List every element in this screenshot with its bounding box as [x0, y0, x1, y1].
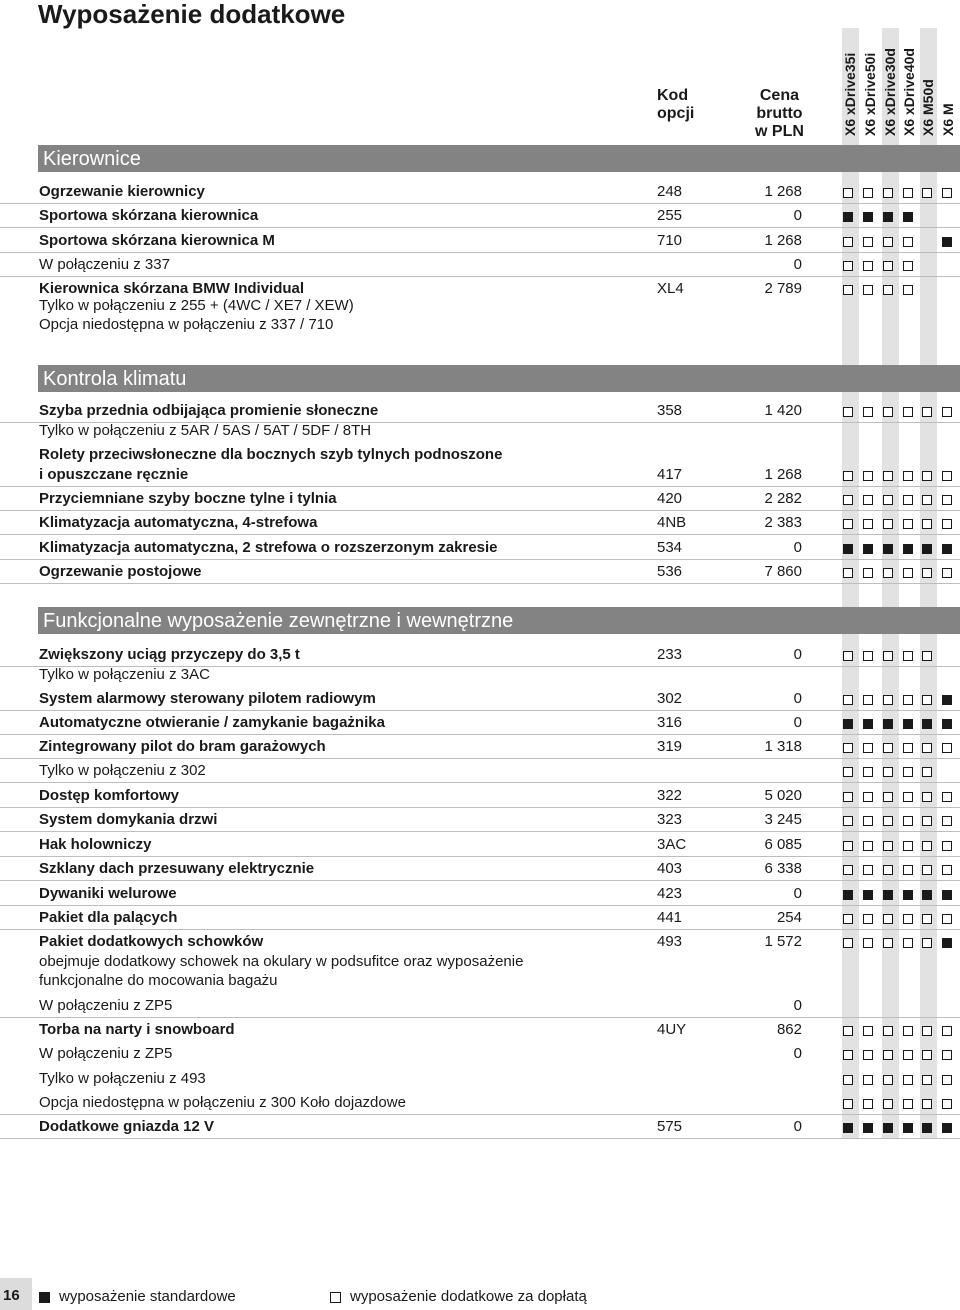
page-title: Wyposażenie dodatkowe [38, 0, 346, 29]
optional-equipment-icon [903, 1026, 913, 1036]
optional-equipment-icon [863, 914, 873, 924]
optional-equipment-icon [883, 237, 893, 247]
standard-equipment-icon [863, 890, 873, 900]
option-code: 319 [657, 738, 683, 755]
table-row [0, 758, 960, 783]
option-label: Tylko w połączeniu z 493 [39, 1070, 206, 1087]
optional-equipment-icon [863, 1050, 873, 1060]
option-label: Sportowa skórzana kierownica M [39, 232, 275, 249]
optional-equipment-icon [863, 471, 873, 481]
optional-equipment-icon [883, 471, 893, 481]
optional-equipment-icon [903, 1099, 913, 1109]
optional-equipment-icon [883, 816, 893, 826]
optional-equipment-icon [922, 792, 932, 802]
table-row [0, 1114, 960, 1139]
optional-equipment-icon [922, 938, 932, 948]
option-price: 1 420 [764, 402, 802, 419]
option-note: obejmuje dodatkowy schowek na okulary w podsufitce oraz wyposażenie [39, 953, 524, 970]
table-row [0, 686, 960, 711]
option-code: 302 [657, 690, 683, 707]
option-note: Tylko w połączeniu z 255 + (4WC / XE7 / XEW) [39, 297, 354, 314]
section-header [38, 365, 960, 392]
optional-equipment-icon [942, 1050, 952, 1060]
section-title: Kontrola klimatu [43, 368, 187, 390]
option-price: 2 383 [764, 514, 802, 531]
option-price: 0 [793, 997, 802, 1014]
standard-equipment-icon [903, 212, 913, 222]
standard-equipment-icon [883, 890, 893, 900]
option-label: Zintegrowany pilot do bram garażowych [39, 738, 326, 755]
optional-equipment-icon [922, 651, 932, 661]
option-label: Zwiększony uciąg przyczepy do 3,5 t [39, 646, 300, 663]
standard-equipment-icon [942, 237, 952, 247]
optional-equipment-icon [843, 519, 853, 529]
optional-equipment-icon [863, 568, 873, 578]
option-code: 493 [657, 933, 683, 950]
option-label: System domykania drzwi [39, 811, 218, 828]
option-price: 7 860 [764, 563, 802, 580]
optional-equipment-icon [922, 471, 932, 481]
optional-equipment-icon [843, 237, 853, 247]
optional-equipment-icon [863, 1099, 873, 1109]
optional-equipment-icon [843, 651, 853, 661]
optional-equipment-icon [843, 767, 853, 777]
table-row [0, 783, 960, 808]
option-code: 233 [657, 646, 683, 663]
standard-equipment-icon [903, 1123, 913, 1133]
option-price: 0 [793, 1045, 802, 1062]
optional-equipment-icon [903, 407, 913, 417]
optional-equipment-icon [863, 188, 873, 198]
section-header [38, 145, 960, 172]
standard-equipment-icon [843, 890, 853, 900]
option-label: Przyciemniane szyby boczne tylne i tylnia [39, 490, 337, 507]
optional-equipment-icon [863, 1075, 873, 1085]
optional-equipment-icon [863, 938, 873, 948]
optional-equipment-icon [883, 407, 893, 417]
option-label-line: Rolety przeciwsłoneczne dla bocznych szyb tylnych podnoszone [39, 446, 503, 463]
option-code: 3AC [657, 836, 687, 853]
standard-equipment-icon [922, 890, 932, 900]
optional-equipment-icon [843, 1099, 853, 1109]
option-label: Hak holowniczy [39, 836, 152, 853]
option-label: Sportowa skórzana kierownica [39, 207, 259, 224]
option-code: 423 [657, 885, 683, 902]
option-price: 1 572 [764, 933, 802, 950]
optional-equipment-icon [863, 743, 873, 753]
option-price: 862 [776, 1021, 802, 1038]
optional-equipment-icon [863, 407, 873, 417]
table-row [0, 559, 960, 584]
standard-equipment-icon [883, 544, 893, 554]
optional-equipment-icon [883, 743, 893, 753]
option-label: W połączeniu z ZP5 [39, 1045, 173, 1062]
standard-equipment-icon [903, 890, 913, 900]
option-note: Opcja niedostępna w połączeniu z 337 / 710 [39, 316, 334, 333]
option-price: 0 [793, 646, 802, 663]
optional-equipment-icon [903, 1075, 913, 1085]
optional-equipment-icon [922, 767, 932, 777]
option-price: 0 [793, 1118, 802, 1135]
standard-equipment-icon [922, 544, 932, 554]
option-price: 0 [793, 256, 802, 273]
optional-equipment-icon [903, 841, 913, 851]
standard-equipment-icon [903, 719, 913, 729]
option-price: 6 085 [764, 836, 802, 853]
legend-standard: wyposażenie standardowe [59, 1288, 236, 1305]
optional-equipment-icon [883, 938, 893, 948]
option-note: Tylko w połączeniu z 3AC [39, 666, 210, 683]
option-code: 417 [657, 466, 683, 483]
optional-equipment-icon [863, 865, 873, 875]
standard-equipment-icon [942, 719, 952, 729]
optional-equipment-icon [883, 651, 893, 661]
optional-equipment-icon [883, 1075, 893, 1085]
optional-equipment-icon [863, 237, 873, 247]
optional-equipment-icon [942, 1026, 952, 1036]
model-header-x6-m: X6 M [940, 103, 956, 136]
option-code: 420 [657, 490, 683, 507]
option-code: 322 [657, 787, 683, 804]
standard-equipment-icon [863, 719, 873, 729]
optional-equipment-icon [883, 1099, 893, 1109]
option-label: Dodatkowe gniazda 12 V [39, 1118, 215, 1135]
option-price: 2 789 [764, 280, 802, 297]
optional-equipment-icon [922, 519, 932, 529]
option-label: Szyba przednia odbijająca promienie słoneczne [39, 402, 379, 419]
standard-equipment-icon [922, 719, 932, 729]
option-code: 316 [657, 714, 683, 731]
standard-equipment-icon [942, 890, 952, 900]
option-label: i opuszczane ręcznie [39, 466, 189, 483]
option-label: Ogrzewanie kierownicy [39, 183, 205, 200]
optional-equipment-icon [942, 568, 952, 578]
model-header-x6-xdrive30d: X6 xDrive30d [882, 48, 898, 136]
optional-equipment-icon [883, 519, 893, 529]
optional-equipment-icon [922, 743, 932, 753]
table-row [0, 203, 960, 228]
optional-equipment-icon [883, 865, 893, 875]
optional-equipment-icon [843, 1075, 853, 1085]
option-code: 248 [657, 183, 683, 200]
table-row [0, 535, 960, 560]
option-price: 0 [793, 714, 802, 731]
optional-equipment-icon [903, 285, 913, 295]
optional-equipment-icon [922, 914, 932, 924]
standard-equipment-icon [863, 1123, 873, 1133]
optional-equipment-icon [863, 261, 873, 271]
option-price: 6 338 [764, 860, 802, 877]
table-row [0, 252, 960, 277]
optional-equipment-icon [922, 1075, 932, 1085]
optional-equipment-icon [863, 285, 873, 295]
optional-equipment-icon [843, 261, 853, 271]
option-price: 0 [793, 690, 802, 707]
optional-equipment-icon [863, 519, 873, 529]
section-title: Kierownice [43, 148, 141, 170]
standard-equipment-icon [942, 1123, 952, 1133]
optional-equipment-icon [942, 471, 952, 481]
option-price: 1 268 [764, 183, 802, 200]
option-price: 1 268 [764, 466, 802, 483]
optional-equipment-icon [843, 1050, 853, 1060]
optional-equipment-icon [883, 841, 893, 851]
option-note: funkcjonalne do mocowania bagażu [39, 972, 278, 989]
option-label: Torba na narty i snowboard [39, 1021, 235, 1038]
table-row [0, 710, 960, 735]
optional-equipment-icon [922, 1099, 932, 1109]
option-price: 2 282 [764, 490, 802, 507]
option-code: 710 [657, 232, 683, 249]
option-price: 254 [776, 909, 802, 926]
option-price: 0 [793, 539, 802, 556]
table-row [0, 734, 960, 759]
option-code: 4NB [657, 514, 687, 531]
page-number-box [0, 1278, 32, 1310]
option-code: 536 [657, 563, 683, 580]
standard-equipment-icon [843, 212, 853, 222]
model-header-x6-xdrive35i: X6 xDrive35i [842, 52, 858, 136]
optional-equipment-icon [843, 568, 853, 578]
standard-equipment-icon [942, 938, 952, 948]
optional-equipment-icon [922, 695, 932, 705]
table-row [0, 642, 960, 667]
optional-equipment-icon [843, 285, 853, 295]
optional-equipment-icon [942, 816, 952, 826]
optional-equipment-icon [883, 568, 893, 578]
optional-equipment-icon [922, 407, 932, 417]
section-header [38, 607, 960, 634]
optional-equipment-icon [843, 495, 853, 505]
optional-equipment-icon [843, 816, 853, 826]
optional-equipment-icon [942, 841, 952, 851]
optional-equipment-icon [843, 471, 853, 481]
optional-equipment-icon [942, 495, 952, 505]
optional-equipment-icon [843, 865, 853, 875]
option-code: 575 [657, 1118, 683, 1135]
option-code: XL4 [657, 280, 684, 297]
optional-equipment-icon [922, 568, 932, 578]
table-row [0, 228, 960, 253]
optional-equipment-icon [863, 792, 873, 802]
option-label: Ogrzewanie postojowe [39, 563, 202, 580]
optional-equipment-icon [903, 767, 913, 777]
optional-equipment-icon [903, 471, 913, 481]
table-row [0, 462, 960, 487]
optional-equipment-icon [843, 914, 853, 924]
optional-equipment-icon [942, 743, 952, 753]
option-label: Opcja niedostępna w połączeniu z 300 Koło dojazdowe [39, 1094, 406, 1111]
option-price: 3 245 [764, 811, 802, 828]
table-row [0, 510, 960, 535]
optional-equipment-icon [883, 188, 893, 198]
optional-equipment-icon [903, 568, 913, 578]
standard-equipment-icon [942, 544, 952, 554]
option-price: 5 020 [764, 787, 802, 804]
optional-equipment-icon [330, 1292, 341, 1303]
option-note: Tylko w połączeniu z 5AR / 5AS / 5AT / 5DF / 8TH [39, 422, 372, 439]
optional-equipment-icon [922, 1050, 932, 1060]
optional-equipment-icon [903, 1050, 913, 1060]
standard-equipment-icon [883, 1123, 893, 1133]
optional-equipment-icon [863, 495, 873, 505]
optional-equipment-icon [883, 261, 893, 271]
standard-equipment-icon [883, 212, 893, 222]
optional-equipment-icon [942, 519, 952, 529]
optional-equipment-icon [883, 695, 893, 705]
optional-equipment-icon [883, 1026, 893, 1036]
optional-equipment-icon [922, 841, 932, 851]
option-label: Tylko w połączeniu z 302 [39, 762, 206, 779]
optional-equipment-icon [903, 816, 913, 826]
model-header-x6-xdrive50i: X6 xDrive50i [862, 52, 878, 136]
optional-equipment-icon [903, 519, 913, 529]
optional-equipment-icon [843, 743, 853, 753]
optional-equipment-icon [843, 792, 853, 802]
table-row [0, 929, 960, 953]
optional-equipment-icon [942, 1075, 952, 1085]
table-row [0, 832, 960, 857]
optional-equipment-icon [922, 495, 932, 505]
optional-equipment-icon [942, 188, 952, 198]
option-code: 534 [657, 539, 683, 556]
optional-equipment-icon [903, 651, 913, 661]
price-column-header: Cena brutto w PLN [755, 87, 804, 140]
optional-equipment-icon [843, 1026, 853, 1036]
option-label: Pakiet dodatkowych schowków [39, 933, 264, 950]
standard-equipment-icon [39, 1292, 50, 1303]
table-row [0, 993, 960, 1018]
table-row [0, 1066, 960, 1090]
option-label: Szklany dach przesuwany elektrycznie [39, 860, 315, 877]
section-title: Funkcjonalne wyposażenie zewnętrzne i wewnętrzne [43, 610, 514, 632]
optional-equipment-icon [863, 767, 873, 777]
optional-equipment-icon [863, 816, 873, 826]
optional-equipment-icon [942, 914, 952, 924]
table-row [0, 1090, 960, 1115]
option-price: 0 [793, 885, 802, 902]
page-number: 16 [3, 1287, 20, 1304]
table-row [0, 856, 960, 881]
optional-equipment-icon [942, 407, 952, 417]
standard-equipment-icon [843, 544, 853, 554]
optional-equipment-icon [942, 865, 952, 875]
optional-equipment-icon [883, 767, 893, 777]
standard-equipment-icon [883, 719, 893, 729]
optional-equipment-icon [903, 695, 913, 705]
optional-equipment-icon [843, 407, 853, 417]
optional-equipment-icon [942, 792, 952, 802]
option-label: Kierownica skórzana BMW Individual [39, 280, 305, 297]
option-label: System alarmowy sterowany pilotem radiowym [39, 690, 376, 707]
optional-equipment-icon [942, 1099, 952, 1109]
code-column-header: Kod opcji [657, 87, 695, 122]
option-label: Dostęp komfortowy [39, 787, 180, 804]
optional-equipment-icon [883, 495, 893, 505]
table-row [0, 179, 960, 204]
table-row [0, 1017, 960, 1041]
optional-equipment-icon [903, 938, 913, 948]
optional-equipment-icon [883, 914, 893, 924]
option-label: W połączeniu z ZP5 [39, 997, 173, 1014]
standard-equipment-icon [863, 544, 873, 554]
option-code: 403 [657, 860, 683, 877]
standard-equipment-icon [942, 695, 952, 705]
optional-equipment-icon [903, 865, 913, 875]
standard-equipment-icon [922, 1123, 932, 1133]
option-label: Pakiet dla palących [39, 909, 178, 926]
optional-equipment-icon [903, 792, 913, 802]
option-code: 255 [657, 207, 683, 224]
optional-equipment-icon [883, 1050, 893, 1060]
optional-equipment-icon [863, 1026, 873, 1036]
optional-equipment-icon [843, 841, 853, 851]
optional-equipment-icon [863, 695, 873, 705]
model-header-x6-m50d: X6 M50d [920, 79, 936, 136]
table-row [0, 486, 960, 511]
optional-equipment-icon [903, 743, 913, 753]
option-code: 4UY [657, 1021, 687, 1038]
optional-equipment-icon [883, 792, 893, 802]
optional-equipment-icon [863, 841, 873, 851]
table-row [0, 881, 960, 906]
optional-equipment-icon [843, 938, 853, 948]
optional-equipment-icon [903, 188, 913, 198]
optional-equipment-icon [863, 651, 873, 661]
optional-equipment-icon [922, 1026, 932, 1036]
optional-equipment-icon [903, 495, 913, 505]
option-label: W połączeniu z 337 [39, 256, 170, 273]
table-row [0, 905, 960, 930]
optional-equipment-icon [843, 695, 853, 705]
option-code: 358 [657, 402, 683, 419]
optional-equipment-icon [903, 914, 913, 924]
option-code: 323 [657, 811, 683, 828]
option-label: Klimatyzacja automatyczna, 2 strefowa o rozszerzonym zakresie [39, 539, 498, 556]
optional-equipment-icon [922, 816, 932, 826]
optional-equipment-icon [903, 261, 913, 271]
optional-equipment-icon [903, 237, 913, 247]
option-label: Dywaniki welurowe [39, 885, 177, 902]
option-label: Klimatyzacja automatyczna, 4-strefowa [39, 514, 318, 531]
table-row [0, 807, 960, 832]
option-price: 1 318 [764, 738, 802, 755]
option-price: 0 [793, 207, 802, 224]
optional-equipment-icon [922, 188, 932, 198]
model-header-x6-xdrive40d: X6 xDrive40d [901, 48, 917, 136]
option-code: 441 [657, 909, 683, 926]
standard-equipment-icon [903, 544, 913, 554]
optional-equipment-icon [843, 188, 853, 198]
standard-equipment-icon [863, 212, 873, 222]
optional-equipment-icon [883, 285, 893, 295]
standard-equipment-icon [843, 1123, 853, 1133]
option-price: 1 268 [764, 232, 802, 249]
standard-equipment-icon [843, 719, 853, 729]
table-row [0, 398, 960, 423]
table-row [0, 1041, 960, 1065]
option-label: Automatyczne otwieranie / zamykanie bagażnika [39, 714, 385, 731]
legend-optional: wyposażenie dodatkowe za dopłatą [350, 1288, 587, 1305]
optional-equipment-icon [922, 865, 932, 875]
